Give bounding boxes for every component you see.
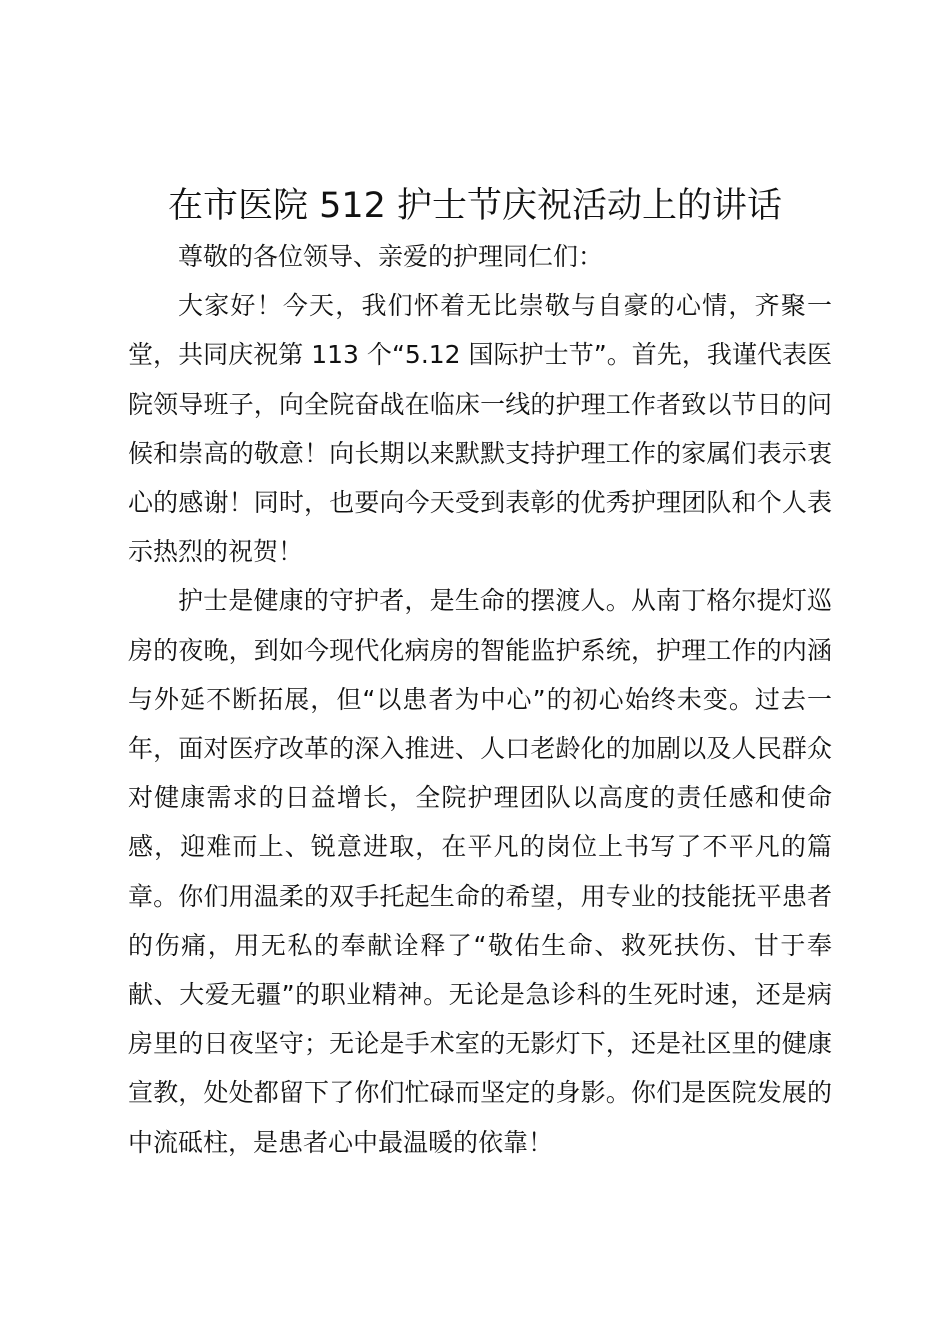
document-body bbox=[128, 232, 832, 1167]
salutation: 尊敬的各位领导、亲爱的护理同仁们： bbox=[178, 242, 604, 271]
paragraph-nurses: 护士是健康的守护者，是生命的摆渡人。从南丁格尔提灯巡房的夜晚，到如今现代化病房的智能监护系统，护理工作的内涵与外延不断拓展，但“以患者为中心”的初心始终未变。过去一年，面对医疗改革的深入推进、人口老龄化的加剧以及人民群众对健康需求的日益增长，全院护理团队以高度的责任感和使命感，迎难而上、锐意进取，在平凡的岗位上书写了不平凡的篇章。你们用温柔的双手托起生命的希望，用专业的技能抚平患者的伤痛，用无私的奉献诠释了“敬佑生命、救死扶伤、甘于奉献、大爱无疆”的职业精神。无论是急诊科的生死时速，还是病房里的日夜坚守；无论是手术室的无影灯下，还是社区里的健康宣教，处处都留下了你们忙碌而坚定的身影。你们是医院发展的中流砥柱，是患者心中最温暖的依靠！ bbox=[128, 586, 832, 1157]
document-title: 在市医院 512 护士节庆祝活动上的讲话 bbox=[167, 186, 783, 226]
paragraph-greeting: 大家好！今天，我们怀着无比崇敬与自豪的心情，齐聚一堂，共同庆祝第 113 个“5.12 国际护士节”。首先，我谨代表医院领导班子，向全院奋战在临床一线的护理工作者致以节日的问候和崇高的敬意！向长期以来默默支持护理工作的家属们表示衷心的感谢！同时，也要向今天受到表彰的优秀护理团队和个人表示热烈的祝贺！ bbox=[128, 291, 832, 567]
